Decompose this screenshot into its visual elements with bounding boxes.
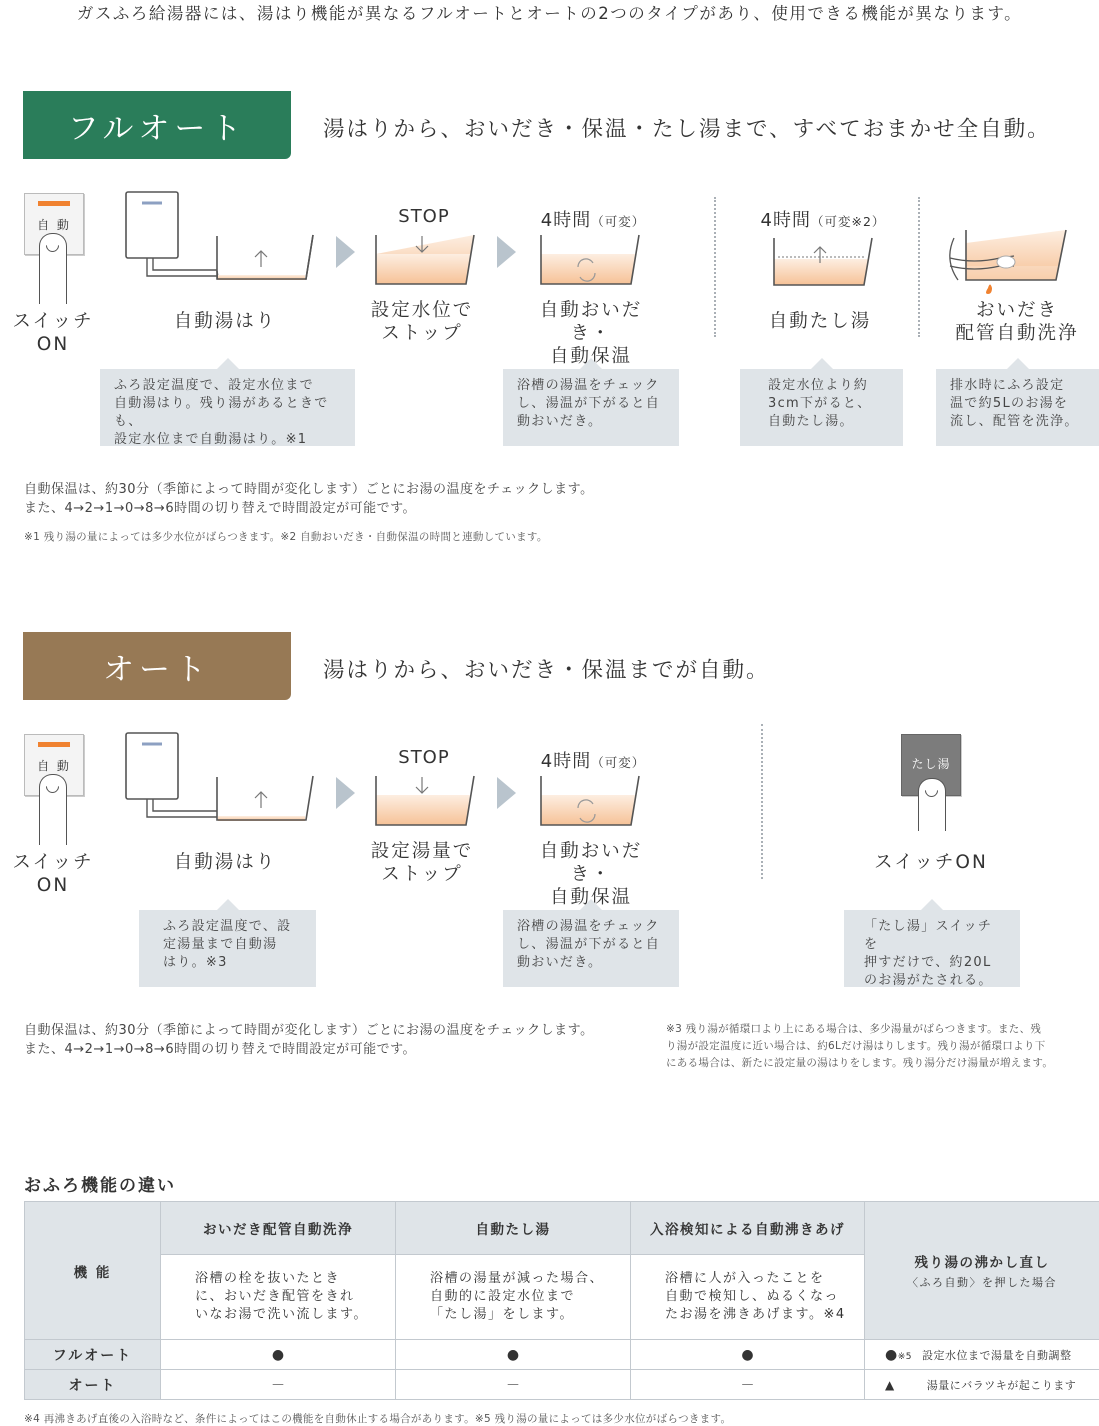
- info-line: 自動保温は、約30分（季節によって時間が変化します）ごとにお湯の温度をチェックします。: [24, 480, 594, 499]
- table-cell: －: [396, 1370, 631, 1400]
- switch-text: 自 動: [25, 216, 83, 233]
- tub-stop-illustration: [374, 232, 476, 288]
- desc-line: 「たし湯」をします。: [430, 1306, 616, 1324]
- column-header-subline: 〈ふろ自動〉を押した場合: [865, 1274, 1099, 1290]
- wash-step-label-line1: おいだき: [945, 299, 1089, 322]
- step-arrow-icon: [497, 236, 516, 268]
- auto-switch-illustration: [24, 193, 84, 303]
- desc-line: 自動で検知し、ぬるくなっ: [665, 1288, 850, 1306]
- wash-step-label-line2: 配管自動洗浄: [945, 322, 1089, 345]
- note-line: 温で約5Lのお湯を: [950, 395, 1085, 413]
- step-arrow-icon: [336, 777, 355, 809]
- switch-text: 自 動: [25, 757, 83, 774]
- auto-fill-label: 自動湯はり: [155, 310, 295, 333]
- stop-label: STOP: [375, 206, 473, 227]
- note-line: し、湯温が下がると自: [517, 936, 665, 954]
- switch-on-label: スイッチON: [0, 851, 106, 897]
- note-line: 3cm下がると、: [768, 395, 889, 413]
- stop-step-label-line2: ストップ: [362, 322, 482, 345]
- switch-indicator: [38, 201, 70, 206]
- topup-step-label: 自動たし湯: [760, 310, 880, 333]
- note-line: のお湯がたされる。: [864, 972, 1006, 990]
- feature-description: [631, 1255, 865, 1340]
- full-auto-info: [24, 480, 594, 518]
- reheat-time-label: [534, 747, 652, 773]
- note-line: 自動たし湯。: [768, 413, 889, 431]
- dotted-divider: [918, 197, 920, 337]
- table-cell: －: [161, 1370, 396, 1400]
- table-row: [25, 1370, 1099, 1400]
- note-auto-fill: [100, 369, 355, 446]
- reheat-time: 4時間: [541, 210, 591, 231]
- desc-line: たお湯を沸きあげます。※4: [665, 1306, 850, 1324]
- tub-topup-illustration: [772, 235, 874, 291]
- finger-icon: [918, 778, 946, 831]
- stop-step-label-line1: 設定湯量で: [362, 840, 482, 863]
- stop-step-label: [362, 840, 482, 886]
- pipe-wash-illustration: [944, 228, 1074, 300]
- switch-on-label: スイッチON: [0, 310, 106, 356]
- cell-text: 湯量にバラツキが起こります: [927, 1379, 1077, 1392]
- note-reheat: [503, 369, 679, 446]
- reheat-step-label-line2: 自動保温: [520, 886, 662, 909]
- row-header-function: 機 能: [25, 1202, 161, 1340]
- stop-step-label: [362, 299, 482, 345]
- info-line: 自動保温は、約30分（季節によって時間が変化します）ごとにお湯の温度をチェックします。: [24, 1021, 594, 1040]
- wash-step-label: [945, 299, 1089, 345]
- mark: ●: [885, 1347, 898, 1363]
- auto-badge: オート: [23, 632, 291, 700]
- row-label: フルオート: [25, 1340, 161, 1370]
- water-heater-tub-illustration: [125, 732, 320, 832]
- note-line: ふろ設定温度で、設定水位まで: [114, 377, 341, 395]
- note-line: 浴槽の湯温をチェック: [517, 377, 665, 395]
- note-line: 自動湯はり。残り湯があるときでも、: [114, 395, 341, 431]
- note-line: 動おいだき。: [517, 413, 665, 431]
- topup-time-label: [757, 206, 889, 232]
- column-header: おいだき配管自動洗浄: [161, 1202, 396, 1255]
- note-line: 「たし湯」スイッチを: [864, 918, 1006, 954]
- desc-line: 自動的に設定水位まで: [430, 1288, 616, 1306]
- tub-stop-illustration: [374, 773, 476, 829]
- desc-line: 浴槽に人が入ったことを: [665, 1270, 850, 1288]
- topup-time-note: （可変※2）: [811, 214, 885, 229]
- footnote-line: にある場合は、新たに設定量の湯はりをします。残り湯分だけ湯量が増えます。: [666, 1055, 1099, 1072]
- auto-info: [24, 1021, 594, 1059]
- desc-line: 浴槽の栓を抜いたとき: [195, 1270, 381, 1288]
- intro-text: ガスふろ給湯器には、湯はり機能が異なるフルオートとオートの2つのタイプがあり、使用できる機能が異なります。: [0, 0, 1099, 24]
- table-cell-last: [865, 1370, 1099, 1400]
- table-row: [25, 1340, 1099, 1370]
- finger-icon: [39, 774, 67, 845]
- tashiyu-switch-illustration: [901, 734, 961, 834]
- mark-note: ※5: [898, 1352, 912, 1362]
- full-auto-badge: フルオート: [23, 91, 291, 159]
- note-line: 動おいだき。: [517, 954, 665, 972]
- step-arrow-icon: [336, 236, 355, 268]
- reheat-time-label: [534, 206, 652, 232]
- table-cell-last: [865, 1340, 1099, 1370]
- footnote-line: り湯が設定温度に近い場合は、約6Lだけ湯はりします。残り湯が循環口より下: [666, 1038, 1099, 1055]
- stop-step-label-line2: ストップ: [362, 863, 482, 886]
- note-line: 排水時にふろ設定: [950, 377, 1085, 395]
- stop-step-label-line1: 設定水位で: [362, 299, 482, 322]
- full-auto-tagline: 湯はりから、おいだき・保温・たし湯まで、すべておまかせ全自動。: [323, 112, 1051, 143]
- note-line: 設定水位まで自動湯はり。※1: [114, 431, 341, 449]
- note-line: はり。※3: [163, 954, 302, 972]
- note-reheat: [503, 910, 679, 987]
- table-cell: －: [631, 1370, 865, 1400]
- reheat-time: 4時間: [541, 751, 591, 772]
- note-auto-fill: [139, 910, 316, 987]
- topup-time: 4時間: [761, 210, 811, 231]
- desc-line: 浴槽の湯量が減った場合、: [430, 1270, 616, 1288]
- note-tashiyu: [844, 910, 1020, 987]
- note-line: し、湯温が下がると自: [517, 395, 665, 413]
- info-line: また、4→2→1→0→8→6時間の切り替えで時間設定が可能です。: [24, 1040, 594, 1059]
- tub-reheat-illustration: [539, 232, 641, 288]
- dotted-divider: [714, 197, 716, 337]
- mark: ▲: [885, 1378, 895, 1392]
- column-header: 入浴検知による自動沸きあげ: [631, 1202, 865, 1255]
- step-arrow-icon: [497, 777, 516, 809]
- function-comparison-table: [24, 1201, 1099, 1400]
- table-cell: ●: [161, 1340, 396, 1370]
- column-header: 自動たし湯: [396, 1202, 631, 1255]
- auto-tagline: 湯はりから、おいだき・保温までが自動。: [323, 653, 770, 684]
- auto-fill-label: 自動湯はり: [155, 851, 295, 874]
- note-line: 設定水位より約: [768, 377, 889, 395]
- water-heater-tub-illustration: [125, 191, 320, 291]
- table-footnote: ※4 再沸きあげ直後の入浴時など、条件によってはこの機能を自動休止する場合があります。※5 残り湯の量によっては多少水位がばらつきます。: [24, 1411, 731, 1426]
- table-title: おふろ機能の違い: [24, 1171, 176, 1196]
- note-line: 押すだけで、約20L: [864, 954, 1006, 972]
- desc-line: に、おいだき配管をきれ: [195, 1288, 381, 1306]
- tashiyu-switch-text: たし湯: [902, 755, 960, 772]
- note-wash: [936, 369, 1099, 446]
- info-line: また、4→2→1→0→8→6時間の切り替えで時間設定が可能です。: [24, 499, 594, 518]
- reheat-time-note: （可変）: [591, 755, 645, 770]
- cell-text: 設定水位まで湯量を自動調整: [922, 1349, 1072, 1362]
- reheat-step-label-line1: 自動おいだき・: [520, 840, 662, 886]
- note-line: 流し、配管を洗浄。: [950, 413, 1085, 431]
- table-cell: ●: [396, 1340, 631, 1370]
- note-line: ふろ設定温度で、設: [163, 918, 302, 936]
- note-topup: [740, 369, 903, 446]
- reheat-step-label-line1: 自動おいだき・: [520, 299, 662, 345]
- stop-label: STOP: [375, 747, 473, 768]
- dotted-divider: [761, 724, 763, 879]
- switch-on-label-2: スイッチON: [866, 851, 996, 874]
- auto-switch-illustration: [24, 734, 84, 844]
- footnote-line: ※3 残り湯が循環口より上にある場合は、多少湯量がばらつきます。また、残: [666, 1021, 1099, 1038]
- feature-description: [161, 1255, 396, 1340]
- tub-reheat-illustration: [539, 773, 641, 829]
- desc-line: いなお湯で洗い流します。: [195, 1306, 381, 1324]
- row-label: オート: [25, 1370, 161, 1400]
- table-cell: ●: [631, 1340, 865, 1370]
- feature-description: [396, 1255, 631, 1340]
- auto-footnote: [666, 1021, 1099, 1072]
- reheat-step-label-line2: 自動保温: [520, 345, 662, 368]
- column-header-line: 残り湯の沸かし直し: [865, 1251, 1099, 1271]
- finger-icon: [39, 233, 67, 304]
- full-auto-footnote: ※1 残り湯の量によっては多少水位がばらつきます。※2 自動おいだき・自動保温の時間と連動しています。: [24, 529, 548, 544]
- note-line: 浴槽の湯温をチェック: [517, 918, 665, 936]
- switch-indicator: [38, 742, 70, 747]
- note-line: 定湯量まで自動湯: [163, 936, 302, 954]
- column-header-reheat-leftover: [865, 1202, 1099, 1340]
- reheat-time-note: （可変）: [591, 214, 645, 229]
